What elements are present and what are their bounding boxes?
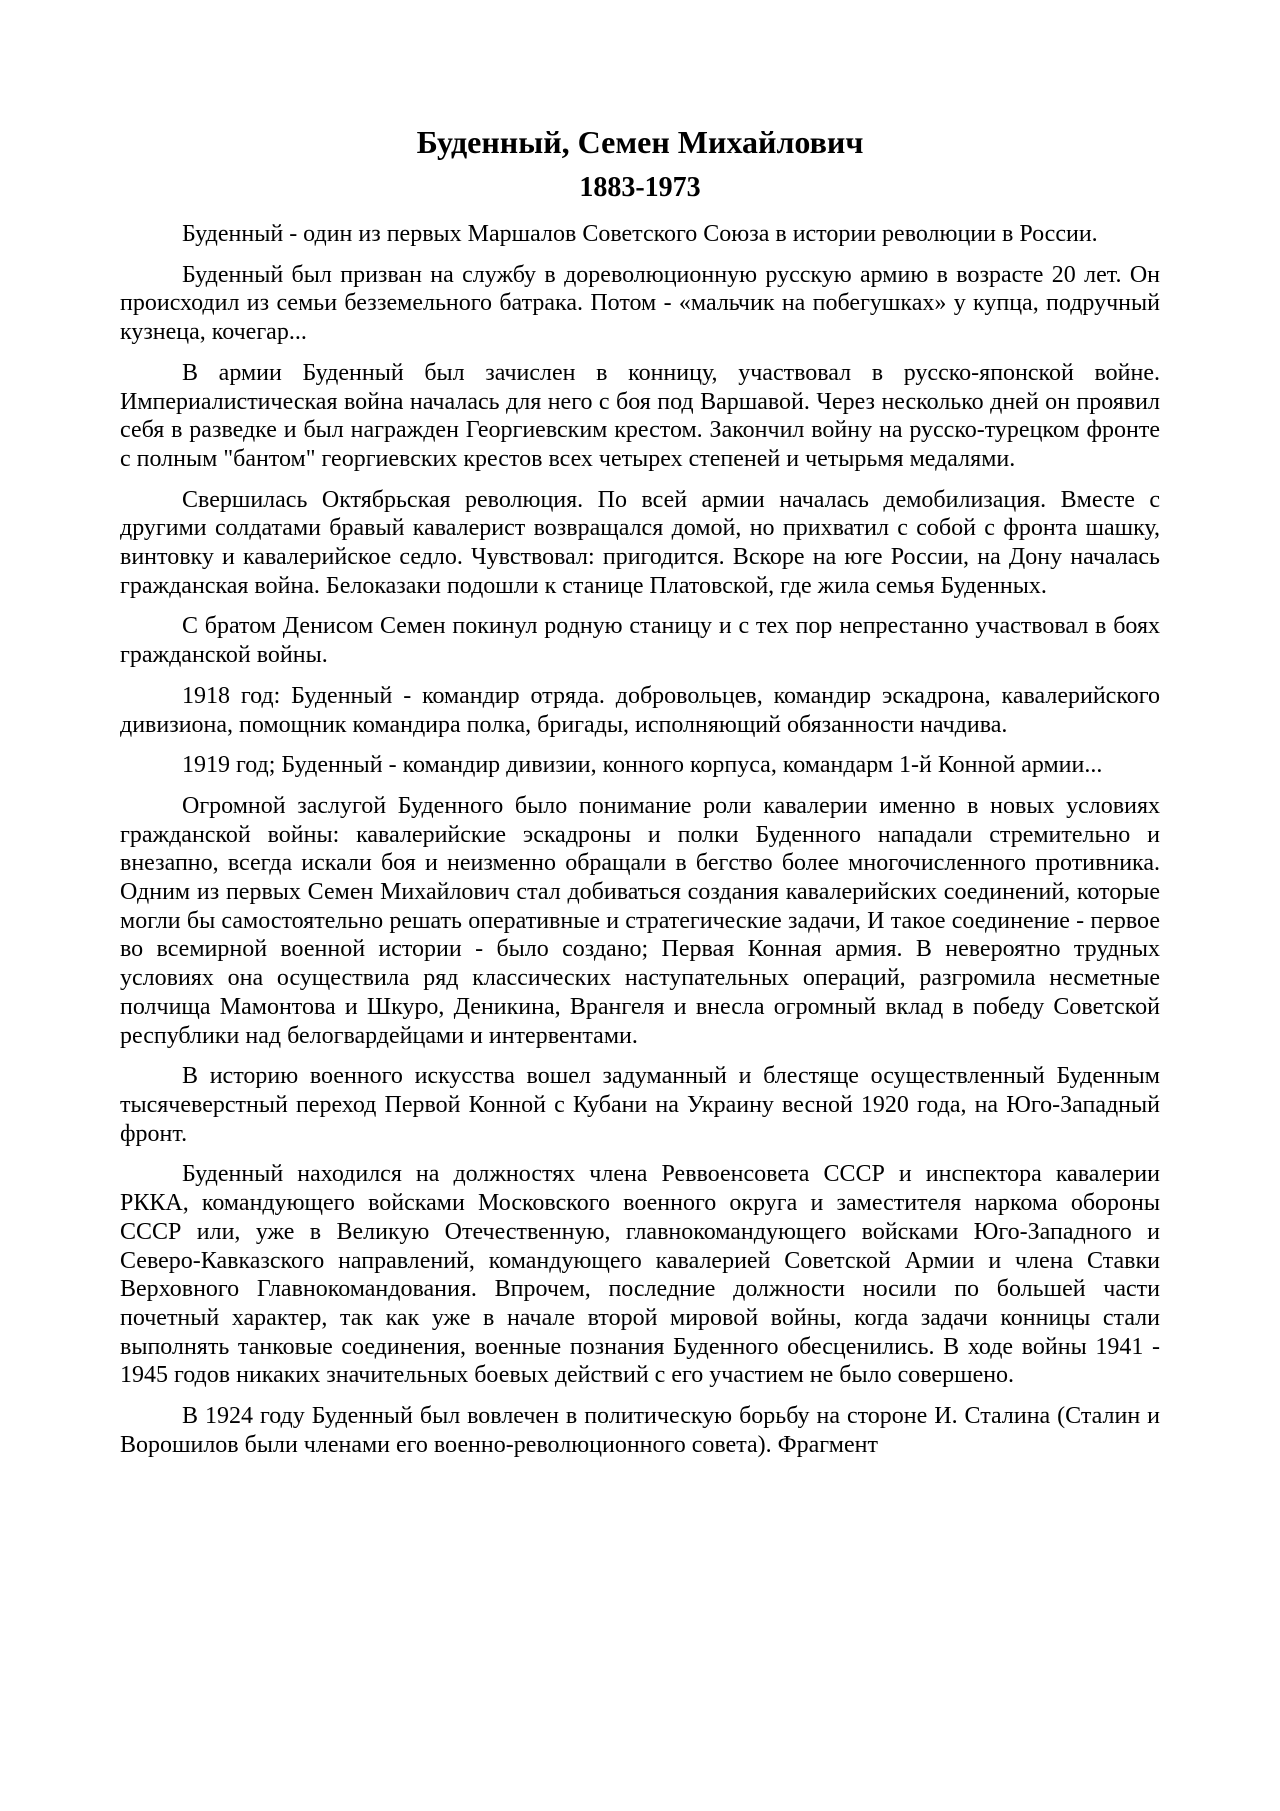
document-body (120, 118, 1160, 1471)
paragraph-4: Свершилась Октябрьская революция. По всей армии началась демобилизация. Вместе с другими солдатами бравый кавалерист возвращался домой, но прихватил с собой с фронта шашку, винтовку и кавалерийское седло. Чувствовал: пригодится. Вскоре на юге России, на Дону началась гражданская война. Белоказаки подошли к станице Платовской, где жила семья Буденных. (120, 486, 1160, 599)
paragraph-1: Буденный - один из первых Маршалов Советского Союза в истории революции в России. (182, 221, 1098, 247)
document-years: 1883-1973 (579, 172, 701, 203)
paragraph-5: С братом Денисом Семен покинул родную станицу и с тех пор непрестанно участвовал в боях гражданской войны. (120, 613, 1160, 669)
document-title: Буденный, Семен Михайлович (416, 124, 864, 160)
paragraph-8: Огромной заслугой Буденного было понимание роли кавалерии именно в новых условиях гражданской войны: кавалерийские эскадроны и полки Буденного нападали стремительно и внезапно, всегда искали боя и неизменно обращали в бегство более многочисленного противника. Одним из первых Семен Михайлович стал добиваться создания кавалерийских соединений, которые могли бы самостоятельно решать оперативные и стратегические задачи, И такое соединение - первое во всемирной военной истории - было создано; Первая Конная армия. В невероятно трудных условиях она осуществила ряд классических наступательных операций, разгромила несметные полчища Мамонтова и Шкуро, Деникина, Врангеля и внесла огромный вклад в победу Советской республики над белогвардейцами и интервентами. (120, 792, 1160, 1049)
paragraph-11: В 1924 году Буденный был вовлечен в политическую борьбу на стороне И. Сталина (Сталин и Ворошилов были членами его военно-революционного совета). Фрагмент (120, 1403, 1160, 1458)
paragraph-3: В армии Буденный был зачислен в конницу, участвовал в русско-японской войне. Империалистическая война началась для него с боя под Варшавой. Через несколько дней он проявил себя в разведке и был награжден Георгиевским крестом. Закончил войну на русско-турецком фронте с полным "бантом" георгиевских крестов всех четырех степеней и четырьмя медалями. (120, 359, 1160, 472)
paragraph-7: 1919 год; Буденный - командир дивизии, конного корпуса, командарм 1-й Конной армии... (182, 752, 1103, 779)
paragraph-10: Буденный находился на должностях члена Реввоенсовета СССР и инспектора кавалерии РККА, командующего войсками Московского военного округа и заместителя наркома обороны СССР или, уже в Великую Отечественную, главнокомандующего войсками Юго-Западного и Северо-Кавказского направлений, командующего кавалерией Советской Армии и члена Ставки Верховного Главнокомандования. Впрочем, последние должности носили по большей части почетный характер, так как уже в начале второй мировой войны, когда задачи конницы стали выполнять танковые соединения, военные познания Буденного обесценились. В ходе войны 1941 - 1945 годов никаких значительных боевых действий с его участием не было совершено. (120, 1161, 1160, 1389)
paragraph-6: 1918 год: Буденный - командир отряда. добровольцев, командир эскадрона, кавалерийского дивизиона, помощник командира полка, бригады, исполняющий обязанности начдива. (120, 682, 1160, 738)
paragraph-9: В историю военного искусства вошел задуманный и блестяще осуществленный Буденным тысячеверстный переход Первой Конной с Кубани на Украину весной 1920 года, на Юго-Западный фронт. (120, 1063, 1160, 1147)
paragraph-2: Буденный был призван на службу в дореволюционную русскую армию в возрасте 20 лет. Он происходил из семьи безземельного батрака. Потом - «мальчик на побегушках» у купца, подручный кузнеца, кочегар... (120, 261, 1160, 346)
